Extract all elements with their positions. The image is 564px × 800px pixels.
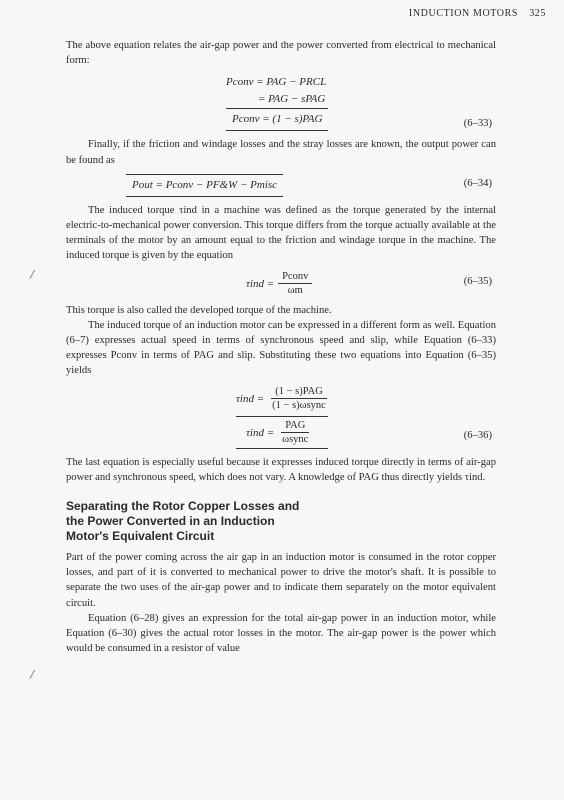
fraction-denominator: ωsync (282, 433, 309, 445)
page-body (66, 38, 496, 656)
equation-line: Pconv = PAG − PRCL (226, 76, 327, 89)
fraction (278, 419, 312, 446)
margin-mark: / (30, 668, 34, 683)
boxed-equation (236, 416, 328, 449)
paragraph: This torque is also called the developed torque of the machine. (66, 304, 332, 316)
equation-number: (6–35) (463, 275, 492, 287)
margin-mark: / (30, 268, 34, 283)
fraction-numerator: Pconv (278, 270, 312, 284)
paragraph: Finally, if the friction and windage losses and the stray losses are known, the output power can be found as (66, 139, 496, 166)
equation-line: = PAG − sPAG (258, 93, 326, 106)
header-section: INDUCTION MOTORS (408, 8, 519, 19)
equation-number: (6–33) (463, 118, 492, 130)
fraction-denominator: (1 − s)ωsync (272, 399, 326, 411)
boxed-equation: Pout = Pconv − PF&W − Pmisc (126, 174, 283, 197)
equation-lhs: τind = (236, 392, 265, 405)
fraction-numerator: (1 − s)PAG (271, 385, 327, 399)
paragraph: The above equation relates the air-gap power and the power converted from electrical to mechanical form: (66, 40, 496, 67)
paragraph: Equation (6–28) gives an expression for the total air-gap power in an induction motor, while Equation (6–30) gives the actual rotor losses in the motor. The air-gap power is the power which would be consumed in a resistor of value (66, 612, 496, 655)
running-header (409, 8, 546, 19)
equation-block (66, 385, 496, 449)
equation-lhs: τind = (246, 277, 275, 290)
heading-line: Separating the Rotor Copper Losses and (66, 499, 300, 514)
paragraph: The induced torque of an induction motor can be expressed in a different form as well. Equation (6–7) expresses actual speed in terms of synchronous speed and slip, while Equation (6–33) expresses Pconv in terms of PAG and slip. Substituting these two equations into Equation (6–35) yields (66, 319, 496, 377)
paragraph: The last equation is especially useful because it expresses induced torque directly in terms of air-gap power and synchronous speed, which does not vary. A knowledge of PAG thus directly yields τind. (66, 456, 496, 483)
page-number: 325 (529, 8, 546, 19)
boxed-equation: Pconv = (1 − s)PAG (226, 108, 328, 131)
equation-number: (6–36) (463, 429, 492, 441)
equation-block (66, 174, 496, 197)
equation-lhs: τind = (246, 426, 275, 439)
equation-block (66, 270, 496, 297)
equation-block (66, 74, 496, 131)
paragraph: The induced torque τind in a machine was defined as the torque generated by the internal electric-to-mechanical power conversion. This torque differs from the torque actually available at the terminals of the motor by an amount equal to the friction and windage torque in the machine. The induced torque is given by the equation (66, 204, 496, 262)
heading-line: the Power Converted in an Induction (66, 514, 275, 529)
fraction-numerator: PAG (281, 419, 309, 433)
paragraph: Part of the power coming across the air gap in an induction motor is consumed in the rotor copper losses, and part of it is converted to mechanical power to drive the motor's shaft. It is possible to separate the two uses of the air-gap power and to indicate them separately on the motor equivalent circuit. (66, 552, 496, 609)
fraction (268, 385, 330, 412)
fraction (278, 270, 312, 297)
heading-line: Motor's Equivalent Circuit (66, 529, 215, 544)
section-heading (66, 499, 496, 544)
fraction-denominator: ωm (287, 284, 303, 296)
equation-number: (6–34) (463, 177, 492, 189)
